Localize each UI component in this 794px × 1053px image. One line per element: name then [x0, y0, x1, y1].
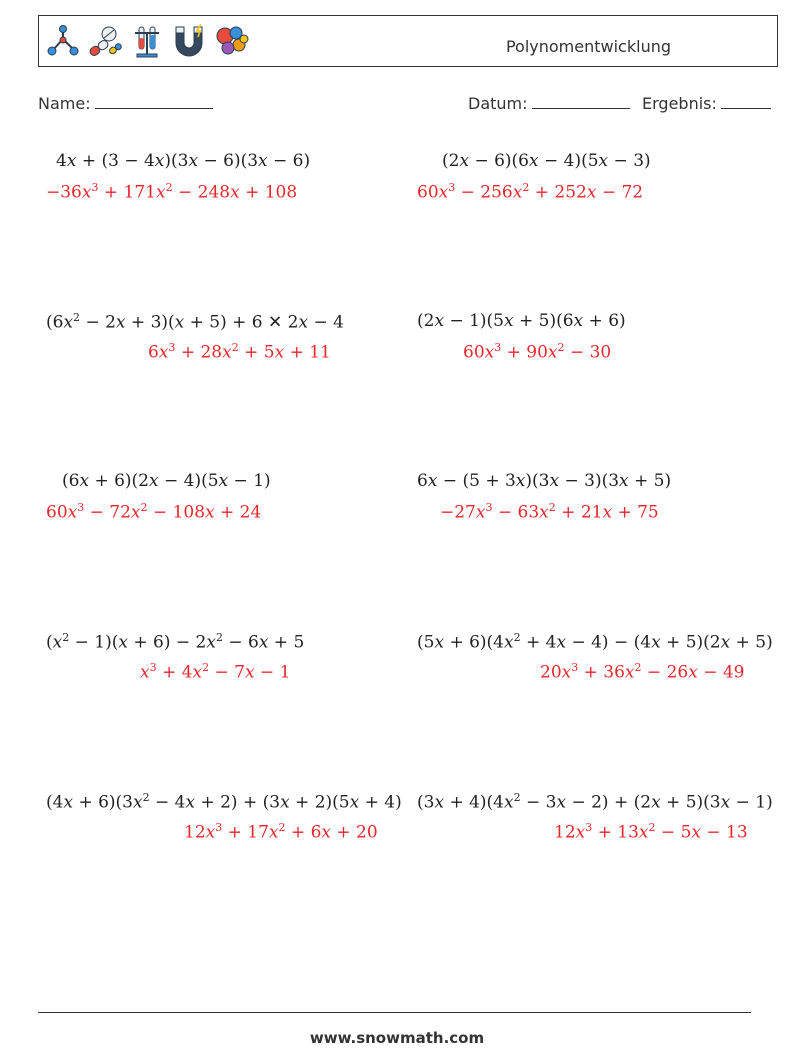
answer-8: $20x^3 + 36x^2 - 26x - 49$: [540, 661, 745, 683]
atom-cluster-icon: [213, 23, 249, 59]
date-field: [468, 94, 630, 113]
problem-4: (2x − 1)(5x + 5)(6x + 6): [417, 311, 626, 331]
problem-7: $(x^2 - 1)(x + 6) - 2x^2 - 6x + 5$: [46, 631, 305, 653]
sheet-title: Polynomentwicklung: [505, 37, 671, 56]
name-label: Name:: [38, 94, 91, 113]
problem-10: $(3x + 4)(4x^2 - 3x - 2) + (2x + 5)(3x - 1)$: [417, 791, 773, 813]
test-tubes-icon: [129, 23, 165, 59]
result-line[interactable]: [721, 94, 771, 109]
problem-6: 6x − (5 + 3x)(3x − 3)(3x + 5): [417, 471, 672, 491]
name-line[interactable]: [95, 94, 213, 109]
problem-1: 4x + (3 − 4x)(3x − 6)(3x − 6): [56, 151, 311, 171]
problem-5: (6x + 6)(2x − 4)(5x − 1): [62, 471, 271, 491]
problem-3: $(6x^2 - 2x + 3)(x + 5) + 6$ ✕ 2x − 4: [46, 311, 344, 333]
footer-divider: [38, 1012, 751, 1013]
result-field: [642, 94, 771, 113]
answer-1: $-36x^3 + 171x^2 - 248x + 108$: [46, 181, 298, 203]
date-line[interactable]: [532, 94, 630, 109]
answer-6: $-27x^3 - 63x^2 + 21x + 75$: [440, 501, 659, 523]
magnet-icon: [171, 23, 207, 59]
date-label: Datum:: [468, 94, 528, 113]
header-box: [38, 15, 778, 67]
answer-7: $x^3 + 4x^2 - 7x - 1$: [140, 661, 291, 683]
answer-2: $60x^3 - 256x^2 + 252x - 72$: [417, 181, 644, 203]
answer-9: $12x^3 + 17x^2 + 6x + 20$: [184, 821, 378, 843]
problem-9: $(4x + 6)(3x^2 - 4x + 2) + (3x + 2)(5x + 4)$: [46, 791, 402, 813]
problem-8: $(5x + 6)(4x^2 + 4x - 4) - (4x + 5)(2x + 5)$: [417, 631, 773, 653]
molecule-icon: [45, 23, 81, 59]
header-icons: [45, 21, 249, 61]
answer-5: $60x^3 - 72x^2 - 108x + 24$: [46, 501, 262, 523]
problem-2: (2x − 6)(6x − 4)(5x − 3): [442, 151, 651, 171]
footer-url: www.snowmath.com: [309, 1029, 485, 1047]
pills-icon: [87, 23, 123, 59]
name-field: [38, 94, 213, 113]
answer-4: $60x^3 + 90x^2 - 30$: [463, 341, 612, 363]
answer-3: $6x^3 + 28x^2 + 5x + 11$: [148, 341, 331, 363]
answer-10: $12x^3 + 13x^2 - 5x - 13$: [554, 821, 748, 843]
result-label: Ergebnis:: [642, 94, 717, 113]
